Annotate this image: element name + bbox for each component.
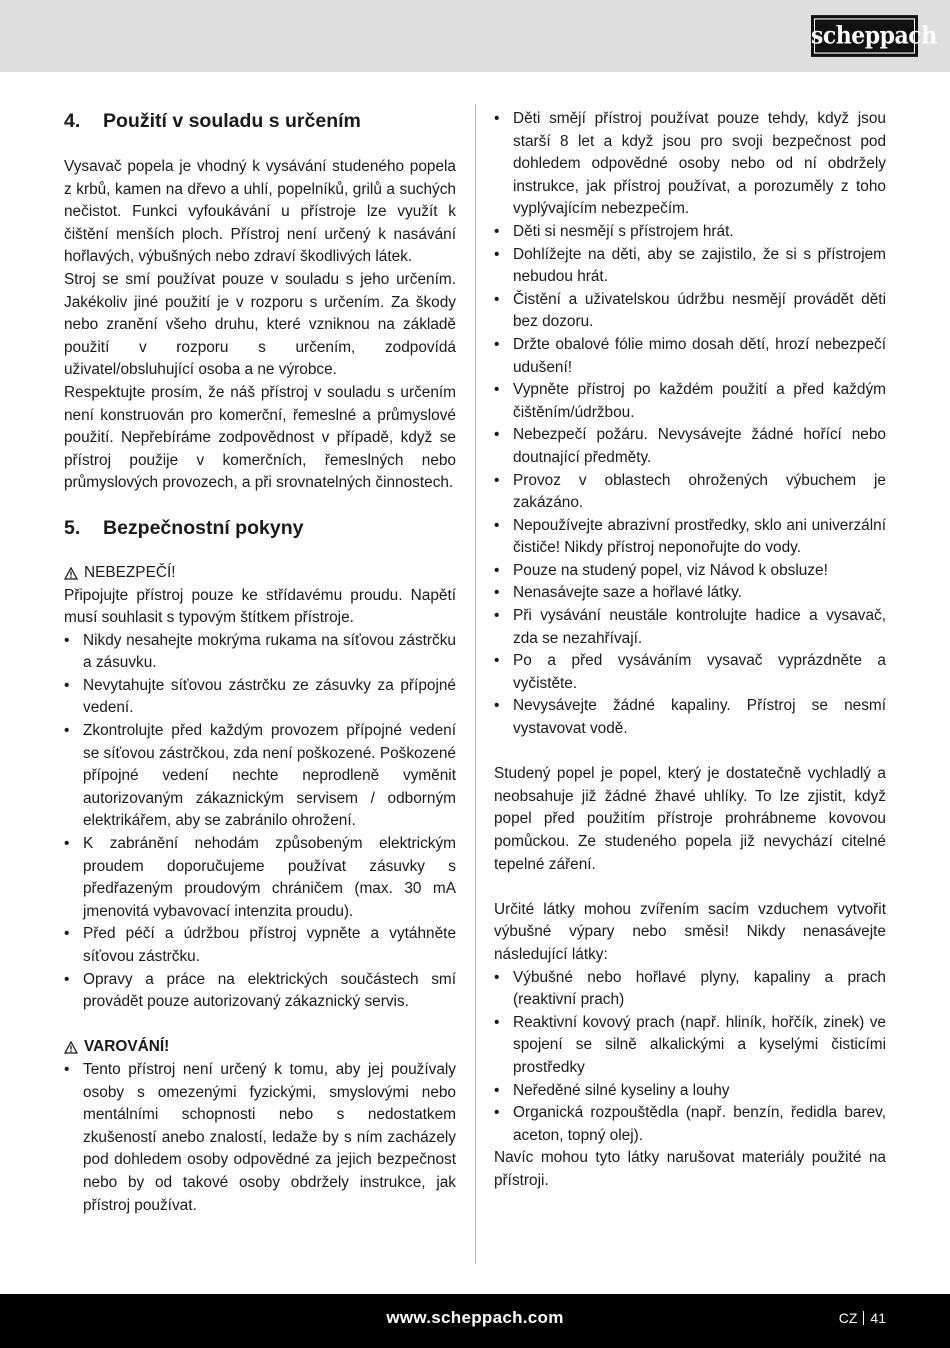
warning-heading	[64, 1036, 456, 1059]
paragraph: Stroj se smí používat pouze v souladu s jeho určením. Jakékoliv jiné použití je v rozporu s určením. Za škody nebo zranění všeho druhu, které vzniknou na základě použití v rozporu s určením, zodpovídá uživatel/obsluhující osoba a ne výrobce.	[64, 270, 456, 379]
page-number: 41	[870, 1310, 886, 1326]
list-item: • Tento přístroj není určený k tomu, aby jej používaly osoby s omezenými fyzickými, smyslovými nebo mentálními schopnosti nebo s nedostatkem zkušeností anebo znalostí, ledaže by s ním zacházely pod dohledem osoby odpovědné za jejich bezpečnost nebo by od takové osoby obdržely instrukce, jak přístroj používat.	[64, 1059, 456, 1217]
page-footer	[0, 1294, 950, 1348]
list-item: • Výbušné nebo hořlavé plyny, kapaliny a prach (reaktivní prach)	[494, 967, 886, 1012]
danger-list	[64, 630, 456, 1014]
warning-triangle-icon	[64, 567, 78, 580]
danger-heading	[64, 562, 456, 585]
section-5-heading	[64, 515, 456, 541]
left-column	[64, 108, 456, 1217]
list-item: • Organická rozpouštědla (např. benzín, ředidla barev, aceton, topný olej).	[494, 1102, 886, 1147]
list-item: • Děti si nesmějí s přístrojem hrát.	[494, 221, 886, 244]
list-item: • Reaktivní kovový prach (např. hliník, hořčík, zinek) ve spojení se silně alkalickými a kyselými čisticími prostředky	[494, 1012, 886, 1080]
list-item: • Nenasávejte saze a hořlavé látky.	[494, 582, 886, 605]
explosive-list	[494, 967, 886, 1148]
safety-list	[494, 108, 886, 741]
list-item: • Před péčí a údržbou přístroj vypněte a vytáhněte síťovou zástrčku.	[64, 923, 456, 968]
list-item: • Nebezpečí požáru. Nevysávejte žádné hořící nebo doutnající předměty.	[494, 424, 886, 469]
page-header	[0, 0, 950, 72]
list-item: • Vypněte přístroj po každém použití a před každým čištěním/údržbou.	[494, 379, 886, 424]
list-item: • Při vysávání neustále kontrolujte hadice a vysavač, zda se nezahřívají.	[494, 605, 886, 650]
list-item: • Nepoužívejte abrazivní prostředky, sklo ani univerzální čističe! Nikdy přístroj neponořujte do vody.	[494, 515, 886, 560]
list-item: • Nevysávejte žádné kapaliny. Přístroj se nesmí vystavovat vodě.	[494, 695, 886, 740]
list-item: • Držte obalové fólie mimo dosah dětí, hrozí nebezpečí udušení!	[494, 334, 886, 379]
danger-label: NEBEZPEČÍ!	[84, 563, 176, 581]
list-item: • Nikdy nesahejte mokrýma rukama na síťovou zástrčku a zásuvku.	[64, 630, 456, 675]
section-title: Bezpečnostní pokyny	[103, 516, 304, 539]
list-item: • Děti smějí přístroj používat pouze tehdy, když jsou starší 8 let a když jsou pro svoji bezpečnost pod dohledem odpovědné osoby nebo od ní obdržely instrukce, jak přístroj používat, a porozuměly z toho vyplývajícím nebezpečím.	[494, 108, 886, 221]
section-title: Použití v souladu s určením	[103, 110, 361, 132]
brand-logo-text: scheppach	[811, 21, 937, 51]
paragraph: Respektujte prosím, že náš přístroj v souladu s určením není konstruován pro komerční, řemeslné a průmyslové použití. Nepřebíráme zodpovědnost v případě, když se přístroj použije v komerčních, řemeslných nebo průmyslových provozech, a při srovnatelných činnostech.	[64, 383, 456, 492]
list-item: • Neředěné silné kyseliny a louhy	[494, 1080, 886, 1103]
warning-triangle-icon	[64, 1041, 78, 1054]
list-item: • Provoz v oblastech ohrožených výbuchem je zakázáno.	[494, 470, 886, 515]
list-item: • Pouze na studený popel, viz Návod k obsluze!	[494, 560, 886, 583]
list-item: • Čistění a uživatelskou údržbu nesmějí provádět děti bez dozoru.	[494, 289, 886, 334]
warning-label: VAROVÁNÍ!	[84, 1038, 170, 1056]
paragraph: Připojujte přístroj pouze ke střídavému proudu. Napětí musí souhlasit s typovým štítkem přístroje.	[64, 586, 456, 627]
list-item: • Opravy a práce na elektrických součástech smí provádět pouze autorizovaný zákaznický servis.	[64, 969, 456, 1014]
paragraph: Vysavač popela je vhodný k vysávání studeného popela z krbů, kamen na dřevo a uhlí, popelníků, grilů a suchých nečistot. Funkci vyfoukávání u přístroje lze využít k čištění menších ploch. Přístroj není určený k nasávání hořlavých, výbušných nebo zdraví škodlivých látek.	[64, 158, 456, 266]
brand-logo	[811, 15, 937, 57]
list-item: • K zabránění nehodám způsobeným elektrickým proudem doporučujeme používat zásuvky s předřazeným proudovým chráničem (max. 30 mA jmenovitá vybavovací intenzita proudu).	[64, 833, 456, 923]
section-number: 4.	[64, 110, 81, 132]
list-item: • Po a před vysáváním vysavač vyprázdněte a vyčistěte.	[494, 650, 886, 695]
language-code: CZ	[838, 1310, 858, 1326]
section-number: 5.	[64, 516, 81, 539]
paragraph: Určité látky mohou zvířením sacím vzduchem vytvořit výbušné výpary nebo směsi! Nikdy nenasávejte následující látky:	[494, 900, 886, 963]
paragraph: Navíc mohou tyto látky narušovat materiály použité na přístroji.	[494, 1149, 886, 1189]
list-item: • Nevytahujte síťovou zástrčku ze zásuvky za přípojné vedení.	[64, 675, 456, 720]
page-indicator	[839, 1294, 886, 1342]
list-item: • Zkontrolujte před každým provozem přípojné vedení se síťovou zástrčkou, zda není poškozené. Poškozené přípojné vedení nechte neprodleně vyměnit autorizovaným zákaznickým servisem / odborným elektrikářem, aby se zabránilo ohrožení.	[64, 720, 456, 833]
paragraph: Studený popel je popel, který je dostatečně vychladlý a neobsahuje již žádné žhavé uhlíky. To lze zjistit, když popel před použitím přístroje prohrábneme kovovou pomůckou. Ze studeného popela již nevychází citelné tepelné záření.	[494, 765, 886, 873]
right-column	[494, 108, 886, 1193]
warning-list	[64, 1059, 456, 1217]
website-link[interactable]: www.scheppach.com	[386, 1308, 564, 1327]
section-4-heading	[64, 108, 456, 134]
list-item: • Dohlížejte na děti, aby se zajistilo, že si s přístrojem nebudou hrát.	[494, 244, 886, 289]
column-divider	[475, 104, 476, 1264]
